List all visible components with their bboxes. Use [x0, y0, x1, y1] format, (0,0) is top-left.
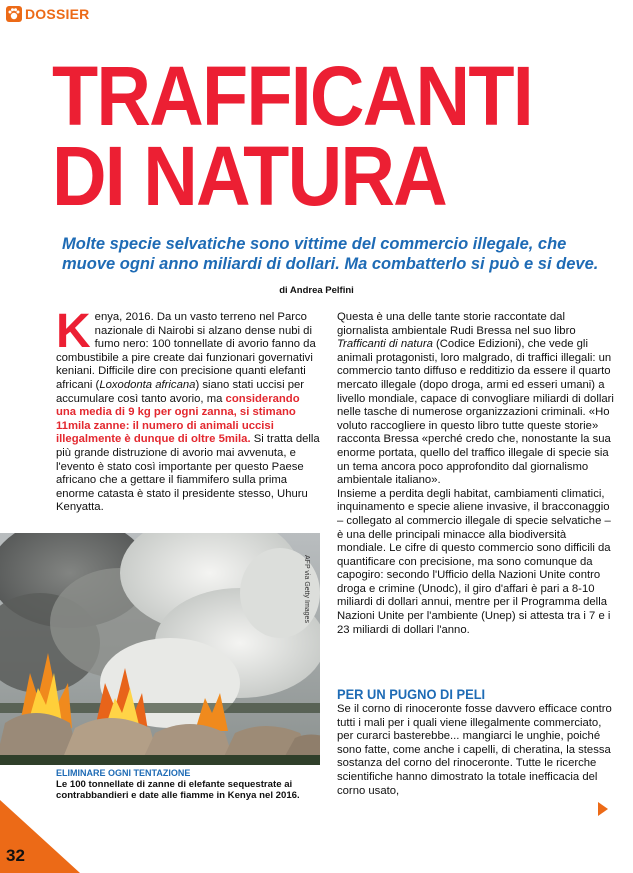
article-column-1: [56, 305, 321, 515]
text-run: ) siano stati uccisi per accumulare così tanto avorio, ma: [56, 378, 305, 405]
paragraph: Se il corno di rinoceronte fosse davvero efficace contro tutti i mali per i quali viene illegalmente commerciato, per curarci basterebbe... mangiarci le unghie, poiché sono fatte, come anche i capelli, di cheratina, la stessa sostanza del corno del rinoceronte. Tutte le ricerche scientifiche hanno dimostrato la totale inefficacia del corno usato,: [337, 703, 612, 797]
ivory-fire-photo: [0, 533, 320, 765]
species-name: Loxodonta africana: [99, 378, 196, 391]
caption-text: Le 100 tonnellate di zanne di elefante sequestrate ai contrabbandieri e date alle fiamme in Kenya nel 2016.: [56, 779, 300, 801]
text-run: Si tratta della più grande distruzione di avorio mai avvenuta, e l'evento è stato così importante per questo Paese africano che a gettare il fiammifero sulla prima enorme catasta è stato il presidente stesso, Uhuru Kenyatta.: [56, 433, 320, 514]
section-label: DOSSIER: [25, 6, 90, 22]
page-title-line2: DI NATURA: [52, 129, 446, 223]
paw-icon: [6, 6, 22, 22]
article-column-2: [337, 311, 615, 637]
paragraph: [56, 305, 321, 515]
continue-arrow-icon: [598, 802, 608, 816]
page-number: 32: [6, 846, 25, 865]
article-column-2-continued: [337, 703, 615, 798]
highlight-text: considerando una media di 9 kg per ogni zanna, si stimano 11mila zanne: il numero di animali uccisi illegalmente è dunque di oltre 5mila.: [56, 392, 300, 446]
subtitle: Molte specie selvatiche sono vittime del commercio illegale, che muove ogni anno miliardi di dollari. Ma combatterlo si può e si deve.: [62, 235, 599, 273]
section-heading: PER UN PUGNO DI PELI: [337, 686, 486, 702]
byline: di Andrea Pelfini: [279, 285, 354, 296]
page-title-line1: TRAFFICANTI: [52, 49, 532, 143]
paragraph: Insieme a perdita degli habitat, cambiamenti climatici, inquinamento e specie aliene invasive, il bracconaggio – collegato al commercio illegale di specie selvatiche – è una delle principali minacce alla biodiversità mondiale. Le cifre di questo commercio sono difficili da quantificare con precisione, ma sono comunque da capogiro: secondo l'Ufficio della Nazioni Unite contro droga e crimine (Unodc), il giro d'affari è pari a 8-10 miliardi di dollari annui, mentre per il Programma della Nazioni Unite per l'ambiente (Unep) si attesta tra i 7 e i 23 miliardi di dollari l'anno.: [337, 487, 611, 636]
drop-cap: K: [56, 305, 91, 358]
text-run: (Codice Edizioni), che vede gli animali protagonisti, loro malgrado, di traffici illegali: un commercio tanto diffuso e redditizio da essere il quarto mercato illegale (dopo droga, armi ed esseri umani) a livello mondiale, capace di convogliare miliardi di dollari nelle tasche di numerose organizzazioni criminali. «Ho voluto raccogliere in questo libro tutte queste storie» racconta Bressa «perché credo che, nonostante la sua enorme portata, quello del traffico illegale di specie sia un tema ancora poco approfondito dal giornalismo ambientale italiano».: [337, 338, 614, 487]
paragraph: [337, 311, 615, 488]
text-run: Questa è una delle tante storie raccontate dal giornalista ambientale Rudi Bressa nel suo libro: [337, 311, 576, 337]
photo-credit: AFP via Getty Images: [303, 555, 310, 623]
book-title: Trafficanti di natura: [337, 338, 433, 351]
text-run: enya, 2016. Da un vasto terreno nel Parco nazionale di Nairobi si alzano dense nubi di fumo nero: 100 tonnellate di avorio fanno da combustibile a pire create dai funzionari governativi keniani. Difficile dire con precisione quanti elefanti africani (: [56, 311, 316, 391]
caption-title: ELIMINARE OGNI TENTAZIONE: [56, 768, 191, 778]
